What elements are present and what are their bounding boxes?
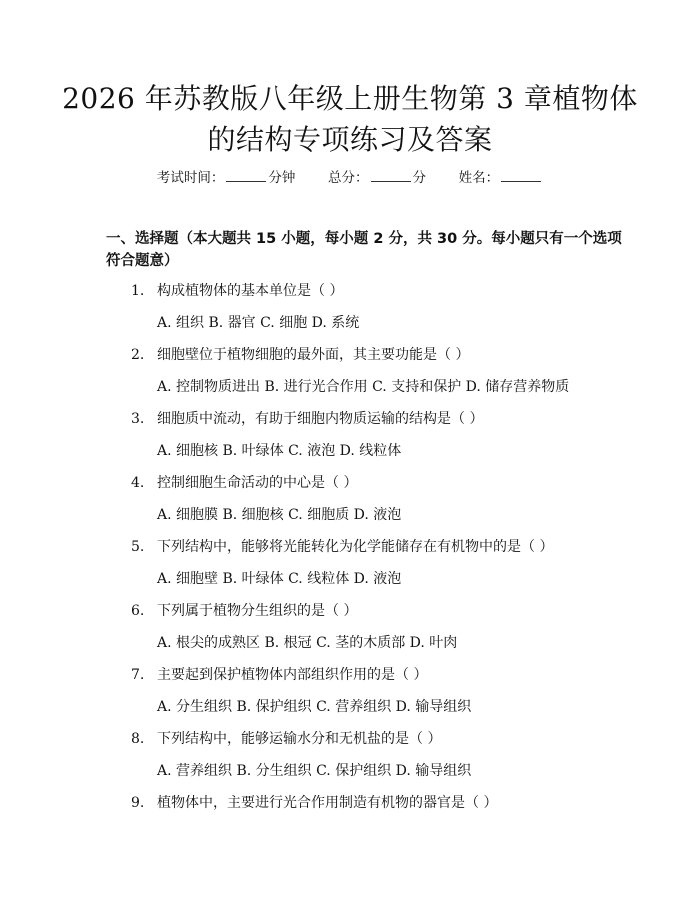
question-options: A. 控制物质进出 B. 进行光合作用 C. 支持和保护 D. 储存营养物质 — [157, 379, 570, 395]
question-item — [131, 793, 497, 813]
question-number: 9. — [131, 795, 145, 811]
exam-meta — [0, 168, 700, 188]
question-number: 7. — [131, 667, 145, 683]
question-text: 控制细胞生命活动的中心是（ ） — [157, 475, 358, 491]
question-number: 6. — [131, 603, 145, 619]
question-number: 5. — [131, 539, 145, 555]
time-label: 考试时间： — [156, 170, 225, 186]
question-options: A. 分生组织 B. 保护组织 C. 营养组织 D. 输导组织 — [157, 699, 472, 715]
question-text: 下列结构中，能够将光能转化为化学能储存在有机物中的是（ ） — [157, 539, 554, 555]
question-item — [131, 281, 343, 301]
question-item — [131, 729, 441, 749]
question-text: 下列结构中，能够运输水分和无机盐的是（ ） — [157, 731, 442, 747]
question-options: A. 细胞壁 B. 叶绿体 C. 线粒体 D. 液泡 — [157, 571, 402, 587]
question-number: 3. — [131, 411, 145, 427]
question-item — [131, 665, 427, 685]
question-item — [131, 601, 357, 621]
question-options: A. 组织 B. 器官 C. 细胞 D. 系统 — [157, 315, 360, 331]
question-text: 细胞质中流动，有助于细胞内物质运输的结构是（ ） — [157, 411, 484, 427]
document-title-line-2: 的结构专项练习及答案 — [207, 123, 493, 156]
question-text: 构成植物体的基本单位是（ ） — [157, 283, 344, 299]
question-text: 植物体中，主要进行光合作用制造有机物的器官是（ ） — [157, 795, 498, 811]
time-blank — [226, 169, 266, 182]
question-number: 1. — [131, 283, 145, 299]
question-item — [131, 409, 483, 429]
question-text: 主要起到保护植物体内部组织作用的是（ ） — [157, 667, 428, 683]
question-options: A. 根尖的成熟区 B. 根冠 C. 茎的木质部 D. 叶肉 — [157, 635, 458, 651]
question-item — [131, 537, 553, 557]
name-blank — [501, 169, 541, 182]
time-unit: 分钟 — [268, 170, 296, 186]
question-text: 细胞壁位于植物细胞的最外面，其主要功能是（ ） — [157, 347, 470, 363]
question-options: A. 营养组织 B. 分生组织 C. 保护组织 D. 输导组织 — [157, 763, 472, 779]
score-blank — [371, 169, 411, 182]
question-options: A. 细胞核 B. 叶绿体 C. 液泡 D. 线粒体 — [157, 443, 402, 459]
score-unit: 分 — [412, 170, 426, 186]
question-item — [131, 345, 469, 365]
section-heading: 一、选择题（本大题共 15 小题，每小题 2 分，共 30 分。每小题只有一个选项符合题意） — [106, 231, 622, 269]
score-label: 总分： — [328, 170, 369, 186]
question-options: A. 细胞膜 B. 细胞核 C. 细胞质 D. 液泡 — [157, 507, 402, 523]
document-title-line-1: 2026 年苏教版八年级上册生物第 3 章植物体 — [62, 82, 638, 115]
question-text: 下列属于植物分生组织的是（ ） — [157, 603, 358, 619]
name-label: 姓名： — [458, 170, 500, 186]
question-number: 4. — [131, 475, 145, 491]
question-number: 8. — [131, 731, 145, 747]
question-item — [131, 473, 357, 493]
question-number: 2. — [131, 347, 145, 363]
